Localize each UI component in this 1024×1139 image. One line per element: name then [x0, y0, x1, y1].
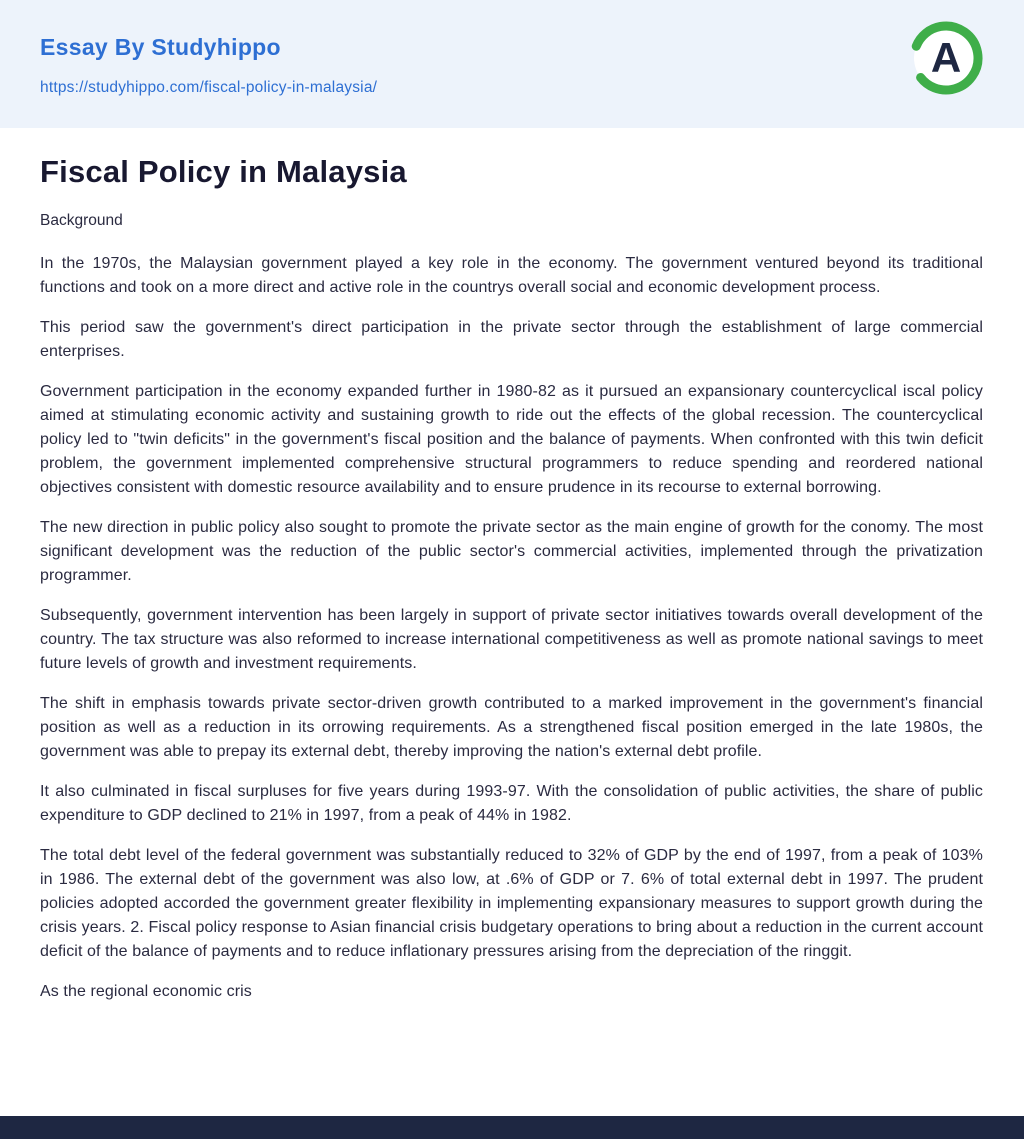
paragraph-1: In the 1970s, the Malaysian government played a key role in the economy. The government ventured beyond its traditional functions and took on a more direct and active role in the countrys overall social and economic development process. — [40, 255, 983, 296]
paragraph-2: This period saw the government's direct participation in the private sector through the establishment of large commercial enterprises. — [40, 319, 983, 360]
essay-article — [0, 128, 1024, 1116]
header-text-block — [40, 24, 377, 97]
studyhippo-logo-icon — [908, 20, 984, 96]
logo-letter: A — [930, 34, 962, 81]
page-title: Fiscal Policy in Malaysia — [40, 154, 407, 189]
paragraph-6: The shift in emphasis towards private sector-driven growth contributed to a marked improvement in the government's financial position as well as a reduction in its orrowing requirements. As a strengthened fiscal position emerged in the late 1980s, the government was able to prepay its external debt, thereby improving the nation's external debt profile. — [40, 695, 983, 760]
source-url-link[interactable]: https://studyhippo.com/fiscal-policy-in-malaysia/ — [40, 79, 378, 96]
paragraph-4: The new direction in public policy also sought to promote the private sector as the main engine of growth for the conomy. The most significant development was the reduction of the public sector's commercial activities, implemented through the privatization programmer. — [40, 519, 983, 584]
paragraph-9: As the regional economic cris — [40, 983, 252, 1000]
paragraph-5: Subsequently, government intervention has been largely in support of private sector initiatives towards overall development of the country. The tax structure was also reformed to increase international competitiveness as well as promote national savings to meet future levels of growth and investment requirements. — [40, 607, 983, 672]
paragraph-8: The total debt level of the federal government was substantially reduced to 32% of GDP by the end of 1997, from a peak of 103% in 1986. The external debt of the government was also low, at .6% of GDP or 7. 6% of total external debt in 1997. The prudent policies adopted accorded the government greater flexibility in implementing expansionary measures to support growth during the crisis years. 2. Fiscal policy response to Asian financial crisis budgetary operations to bring about a reduction in the current account deficit of the balance of payments and to reduce inflationary pressures arising from the depreciation of the ringgit. — [40, 847, 983, 960]
section-label-background: Background — [40, 212, 123, 229]
brand-title: Essay By Studyhippo — [40, 34, 281, 60]
page-header — [0, 0, 1024, 128]
paragraph-7: It also culminated in fiscal surpluses for five years during 1993-97. With the consolidation of public activities, the share of public expenditure to GDP declined to 21% in 1997, from a peak of 44% in 1982. — [40, 783, 983, 824]
paragraph-3: Government participation in the economy expanded further in 1980-82 as it pursued an expansionary countercyclical iscal policy aimed at stimulating economic activity and sustaining growth to ride out the effects of the global recession. The countercyclical policy led to "twin deficits" in the government's fiscal position and the balance of payments. When confronted with this twin deficit problem, the government implemented comprehensive structural programmers to reduce spending and reordered national objectives consistent with domestic resource availability and to ensure prudence in its recourse to external borrowing. — [40, 383, 983, 496]
footer-bar — [0, 1116, 1024, 1139]
